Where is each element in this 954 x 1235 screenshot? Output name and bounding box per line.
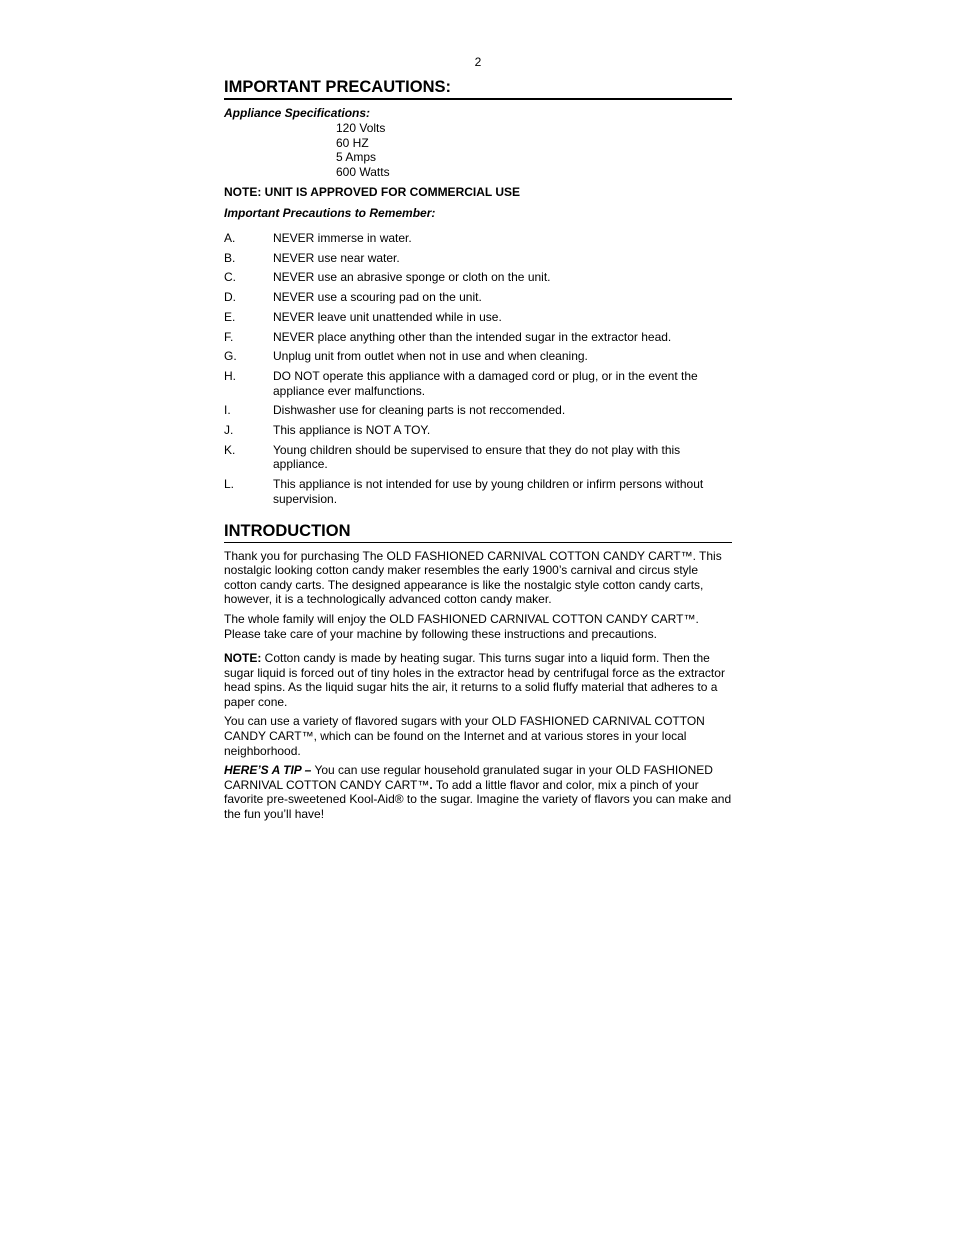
list-item xyxy=(224,251,732,266)
list-item xyxy=(224,477,732,506)
list-text: NEVER use an abrasive sponge or cloth on the unit. xyxy=(273,270,551,285)
list-item xyxy=(224,443,732,472)
spec-item: 600 Watts xyxy=(336,164,390,179)
list-letter: L. xyxy=(224,477,235,492)
list-text: NEVER leave unit unattended while in use. xyxy=(273,309,502,324)
list-letter: G. xyxy=(224,349,237,364)
list-letter: E. xyxy=(224,309,236,324)
list-item xyxy=(224,290,732,305)
spec-item: 120 Volts xyxy=(336,121,386,135)
precautions-heading: IMPORTANT PRECAUTIONS: xyxy=(224,77,732,100)
list-text: Unplug unit from outlet when not in use and when cleaning. xyxy=(273,349,588,364)
specs-list xyxy=(224,121,732,179)
note-label: NOTE: xyxy=(224,651,262,666)
list-text: This appliance is not intended for use by young children or infirm persons without supervision. xyxy=(273,477,704,506)
intro-paragraph: You can use a variety of flavored sugars with your OLD FASHIONED CARNIVAL COTTON CANDY CART™, which can be found on the Internet and at various stores in your local neighborhood. xyxy=(224,714,705,758)
spec-item: 60 HZ xyxy=(336,135,369,150)
list-text: NEVER use near water. xyxy=(273,250,400,265)
list-text: Young children should be supervised to ensure that they do not play with this appliance. xyxy=(273,442,681,472)
tip-text: To add a little flavor and color, mix a pinch of your favorite pre-sweetened Kool-Aid® to the sugar. Imagine the variety of flavors you can make and the fun you’ll have! xyxy=(224,777,732,822)
tip-label: HERE’S A TIP – xyxy=(224,763,312,778)
list-letter: I. xyxy=(224,403,231,418)
list-item xyxy=(224,270,732,285)
list-letter: K. xyxy=(224,442,236,457)
list-item xyxy=(224,231,732,246)
list-letter: J. xyxy=(224,423,234,438)
precautions-list xyxy=(224,231,732,507)
list-text: NEVER place anything other than the intended sugar in the extractor head. xyxy=(273,329,672,344)
intro-paragraph: Thank you for purchasing The OLD FASHIONED CARNIVAL COTTON CANDY CART™. This nostalgic looking cotton candy maker resembles the early 1900’s carnival and circus style cotton candy carts. The designed appearance is like the nostalgic style cotton candy carts, however, it is a technologically advanced cotton candy maker. xyxy=(224,548,722,607)
list-text: NEVER use a scouring pad on the unit. xyxy=(273,290,482,305)
list-item xyxy=(224,423,732,438)
list-item xyxy=(224,369,732,398)
remember-heading: Important Precautions to Remember: xyxy=(224,206,436,220)
specs-heading: Appliance Specifications: xyxy=(224,106,371,120)
list-text: This appliance is NOT A TOY. xyxy=(273,423,431,438)
intro-note-paragraph xyxy=(224,651,732,709)
list-item xyxy=(224,403,732,418)
spec-item: 5 Amps xyxy=(336,150,377,164)
list-letter: D. xyxy=(224,290,236,305)
list-letter: F. xyxy=(224,329,234,344)
tip-paragraph xyxy=(224,763,732,821)
document-page xyxy=(224,54,732,822)
commercial-use-note: NOTE: UNIT IS APPROVED FOR COMMERCIAL USE xyxy=(224,185,521,199)
tip-text: You can use regular household granulated sugar in your OLD FASHIONED CARNIVAL COTTON CANDY CART™ xyxy=(224,763,713,792)
list-letter: C. xyxy=(224,270,236,285)
list-item xyxy=(224,310,732,325)
page-number: 2 xyxy=(474,55,482,69)
intro-paragraph: The whole family will enjoy the OLD FASHIONED CARNIVAL COTTON CANDY CART™. Please take care of your machine by following these instructions and precautions. xyxy=(224,611,699,641)
list-item xyxy=(224,330,732,345)
note-text: Cotton candy is made by heating sugar. This turns sugar into a liquid form. Then the sugar liquid is forced out of tiny holes in the extractor head by centrifugal force as the extractor head spins. As the liquid sugar hits the air, it returns to a solid fluffy material that adheres to a paper cone. xyxy=(224,651,725,709)
list-letter: B. xyxy=(224,250,236,265)
list-text: DO NOT operate this appliance with a damaged cord or plug, or in the event the appliance ever malfunctions. xyxy=(273,368,698,398)
tip-period: . xyxy=(429,777,433,792)
list-item xyxy=(224,349,732,364)
list-letter: A. xyxy=(224,231,236,245)
list-letter: H. xyxy=(224,368,236,383)
list-text: NEVER immerse in water. xyxy=(273,231,412,245)
list-text: Dishwasher use for cleaning parts is not reccomended. xyxy=(273,403,566,418)
introduction-heading: INTRODUCTION xyxy=(224,521,732,543)
